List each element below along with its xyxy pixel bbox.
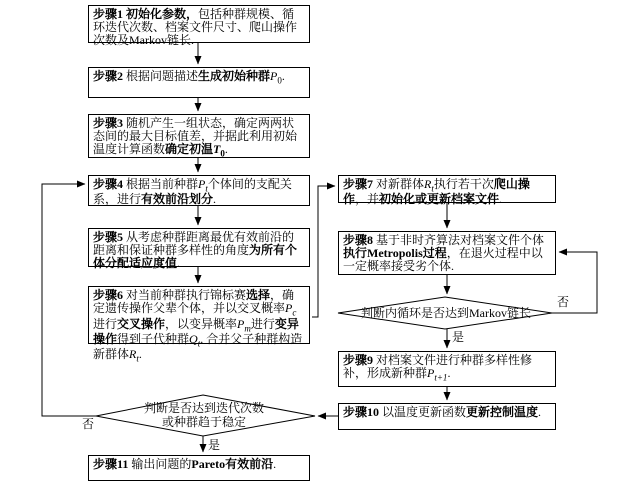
flow-box-step9: 步骤9 对档案文件进行种群多样性修补，形成新种群$P_{t+1}$. bbox=[338, 351, 556, 387]
flow-box-step10: 步骤10 以温度更新函数更新控制温度. bbox=[338, 403, 556, 430]
decision-inner-text: 判断内循环是否达到Markov链长 bbox=[361, 306, 531, 320]
flow-box-step1: 步骤1 初始化参数，包括种群规模、循环迭代次数、档案文件尺寸、爬山操作次数及Markov链长. bbox=[88, 5, 310, 43]
arrow-step6-step7 bbox=[312, 186, 335, 317]
decision-outer-text-line1: 判断是否达到迭代次数 bbox=[143, 401, 264, 415]
decision-outer-text bbox=[128, 401, 280, 429]
label-no-outer: 否 bbox=[82, 417, 95, 431]
flow-box-step4: 步骤4 根据当前种群$P_t$个体间的支配关系，进行有效前沿划分. bbox=[88, 175, 310, 206]
flow-box-step11: 步骤11 输出问题的Pareto有效前沿. bbox=[88, 455, 310, 481]
flow-box-step8: 步骤8 基于非时齐算法对档案文件个体执行Metropolis过程，在退火过程中以一定概率接受劣个体. bbox=[338, 231, 556, 275]
decision-outer-text-line2: 或种群趋于稳定 bbox=[161, 415, 246, 429]
label-no-inner: 否 bbox=[557, 295, 570, 309]
flow-box-step5: 步骤5 从考虑种群距离最优有效前沿的距离和保证种群多样性的角度为所有个体分配适应度值. bbox=[88, 228, 310, 267]
flow-box-step6: 步骤6 对当前种群执行锦标赛选择，确定遗传操作父辈个体，并以交叉概率$P_c$进行交叉操作，以变异概率$P_m$进行变异操作得到子代种群$Q_t$. 合并父子种群构造新群体$R_t$. bbox=[88, 286, 310, 344]
flow-box-step2: 步骤2 根据问题描述生成初始种群$P_0$. bbox=[88, 67, 310, 98]
flow-box-step7: 步骤7 对新群体$R_t$执行若干次爬山操作，并初始化或更新档案文件. bbox=[338, 175, 556, 203]
label-yes-inner: 是 bbox=[452, 330, 465, 344]
label-yes-outer: 是 bbox=[208, 438, 221, 452]
flow-box-step3: 步骤3 随机产生一组状态，确定两两状态间的最大目标值差，并据此利用初始温度计算函数确定初温$T_0$. bbox=[88, 114, 310, 158]
